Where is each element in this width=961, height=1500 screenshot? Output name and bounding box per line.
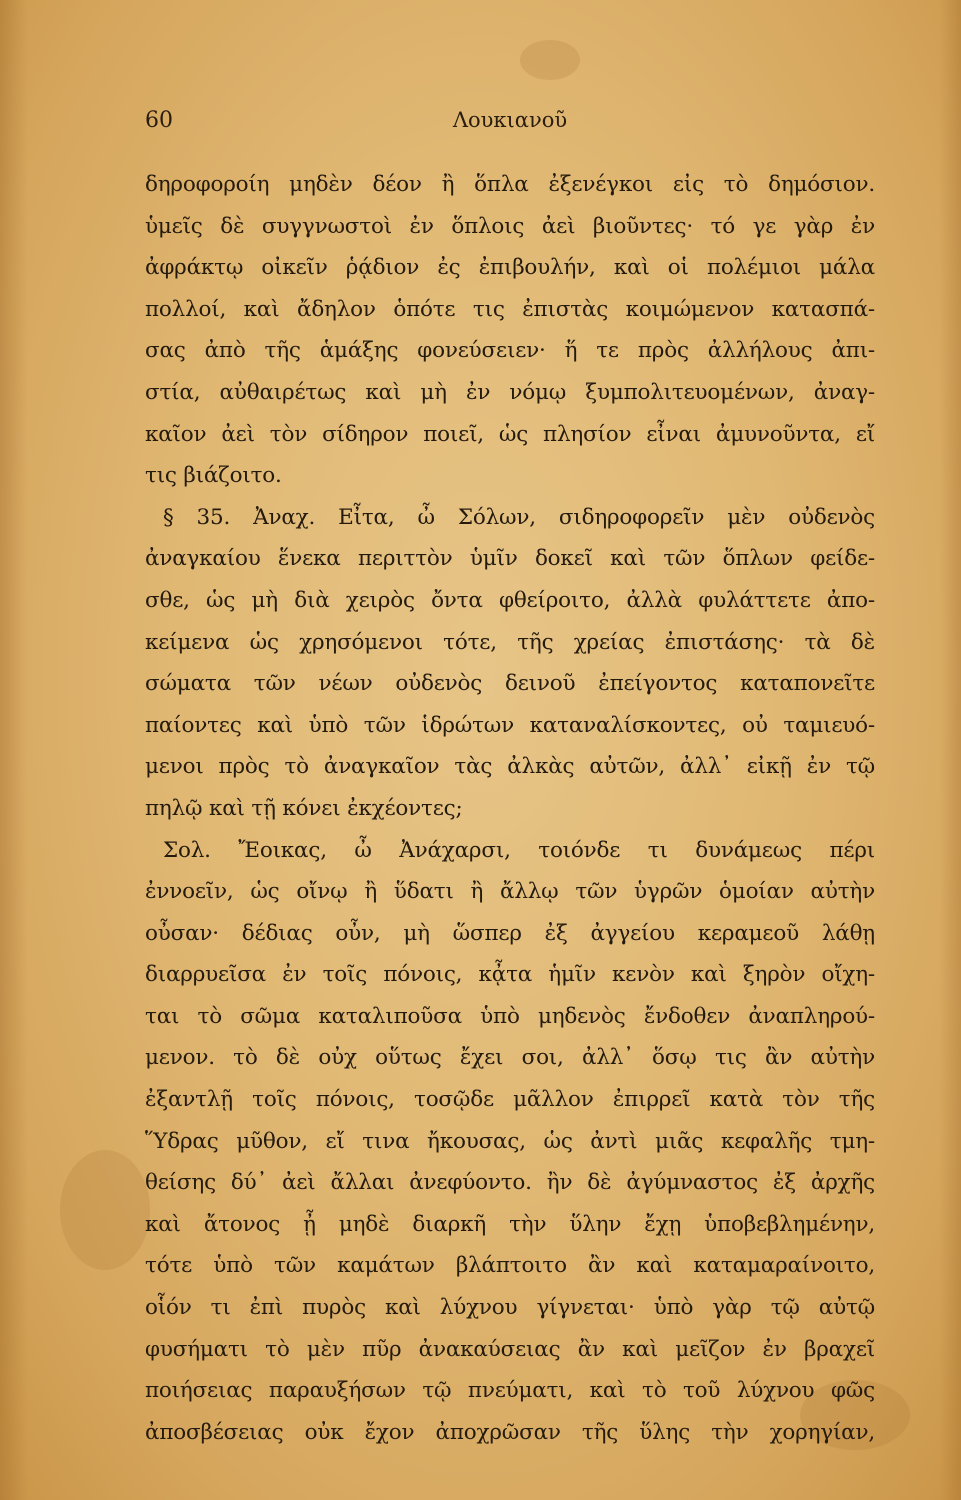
text-line: στία, αὐθαιρέτως καὶ μὴ ἐν νόμῳ ξυμπολιτευομένων, ἀναγ- [145,379,875,405]
text-line: πηλῷ καὶ τῇ κόνει ἐκχέοντες; [145,795,463,821]
text-line: Ὕδρας μῦθον, εἴ τινα ἤκουσας, ὡς ἀντὶ μιᾶς κεφαλῆς τμη- [145,1128,875,1154]
page-header [145,108,875,148]
text-line: πολλοί, καὶ ἄδηλον ὁπότε τις ἐπιστὰς κοιμώμενον κατασπά- [145,296,875,322]
text-line: μενον. τὸ δὲ οὐχ οὕτως ἔχει σοι, ἀλλ᾽ ὅσῳ τις ἂν αὐτὴν [145,1045,875,1071]
text-line: ἀναγκαίου ἕνεκα περιττὸν ὑμῖν δοκεῖ καὶ τῶν ὅπλων φείδε- [145,546,875,572]
text-line: ἀποσβέσειας οὐκ ἔχον ἀποχρῶσαν τῆς ὕλης τὴν χορηγίαν, [145,1419,875,1445]
text-line: § 35. Ἀναχ. Εἶτα, ὦ Σόλων, σιδηροφορεῖν μὲν οὐδενὸς [163,504,875,530]
text-line: δηροφοροίη μηδὲν δέον ἢ ὅπλα ἐξενέγκοι εἰς τὸ δημόσιον. [145,172,875,197]
page-edge-shadow-right [939,0,961,1500]
text-line: ἐννοεῖν, ὡς οἴνῳ ἢ ὕδατι ἢ ἄλλῳ τῶν ὑγρῶν ὁμοίαν αὐτὴν [145,879,875,905]
text-line: φυσήματι τὸ μὲν πῦρ ἀνακαύσειας ἂν καὶ μεῖζον ἐν βραχεῖ [145,1336,875,1362]
text-line: οἷόν τι ἐπὶ πυρὸς καὶ λύχνου γίγνεται· ὑπὸ γὰρ τῷ αὐτῷ [145,1295,875,1321]
text-line: μενοι πρὸς τὸ ἀναγκαῖον τὰς ἀλκὰς αὐτῶν, ἀλλ᾽ εἰκῇ ἐν τῷ [145,754,875,780]
text-line: Σολ. Ἔοικας, ὦ Ἀνάχαρσι, τοιόνδε τι δυνάμεως πέρι [163,837,875,863]
page-number: 60 [145,108,173,133]
text-line: τότε ὑπὸ τῶν καμάτων βλάπτοιτο ἂν καὶ καταμαραίνοιτο, [145,1253,875,1279]
paper-stain [60,1150,150,1270]
text-line: διαρρυεῖσα ἐν τοῖς πόνοις, κᾆτα ἡμῖν κενὸν καὶ ξηρὸν οἴχη- [145,962,875,988]
text-line: οὖσαν· δέδιας οὖν, μὴ ὥσπερ ἐξ ἀγγείου κεραμεοῦ λάθῃ [145,920,875,946]
text-line: καῖον ἀεὶ τὸν σίδηρον ποιεῖ, ὡς πλησίον εἶναι ἀμυνοῦντα, εἴ [145,421,875,447]
text-line: ἀφράκτῳ οἰκεῖν ῥᾴδιον ἐς ἐπιβουλήν, καὶ οἱ πολέμιοι μάλα [145,255,875,281]
text-line: ποιήσειας παραυξήσων τῷ πνεύματι, καὶ τὸ τοῦ λύχνου φῶς [145,1378,875,1404]
text-line: κείμενα ὡς χρησόμενοι τότε, τῆς χρείας ἐπιστάσης· τὰ δὲ [145,629,875,655]
text-line: σώματα τῶν νέων οὐδενὸς δεινοῦ ἐπείγοντος καταπονεῖτε [145,671,875,697]
text-line: τις βιάζοιτο. [145,463,282,489]
text-line: σθε, ὡς μὴ διὰ χειρὸς ὄντα φθείροιτο, ἀλλὰ φυλάττετε ἀπο- [145,587,875,613]
running-head: Λουκιανοῦ [452,108,568,132]
text-line: ὑμεῖς δὲ συγγνωστοὶ ἐν ὅπλοις ἀεὶ βιοῦντες· τό γε γὰρ ἐν [145,213,875,239]
text-line: θείσης δύ᾽ ἀεὶ ἄλλαι ἀνεφύοντο. ἢν δὲ ἀγύμναστος ἐξ ἀρχῆς [145,1170,875,1196]
text-line: ἐξαντλῇ τοῖς πόνοις, τοσῷδε μᾶλλον ἐπιρρεῖ κατὰ τὸν τῆς [145,1087,875,1113]
text-line: σας ἀπὸ τῆς ἁμάξης φονεύσειεν· ἥ τε πρὸς ἀλλήλους ἀπι- [145,338,875,364]
paper-stain [520,40,580,80]
body-text [145,164,875,1453]
text-line: καὶ ἄτονος ᾖ μηδὲ διαρκῆ τὴν ὕλην ἔχῃ ὑποβεβλημένην, [145,1211,875,1237]
text-line: παίοντες καὶ ὑπὸ τῶν ἱδρώτων καταναλίσκοντες, οὐ ταμιευό- [145,712,875,738]
page-edge-shadow-left [0,0,28,1500]
text-line: ται τὸ σῶμα καταλιποῦσα ὑπὸ μηδενὸς ἔνδοθεν ἀναπληρού- [145,1003,875,1029]
